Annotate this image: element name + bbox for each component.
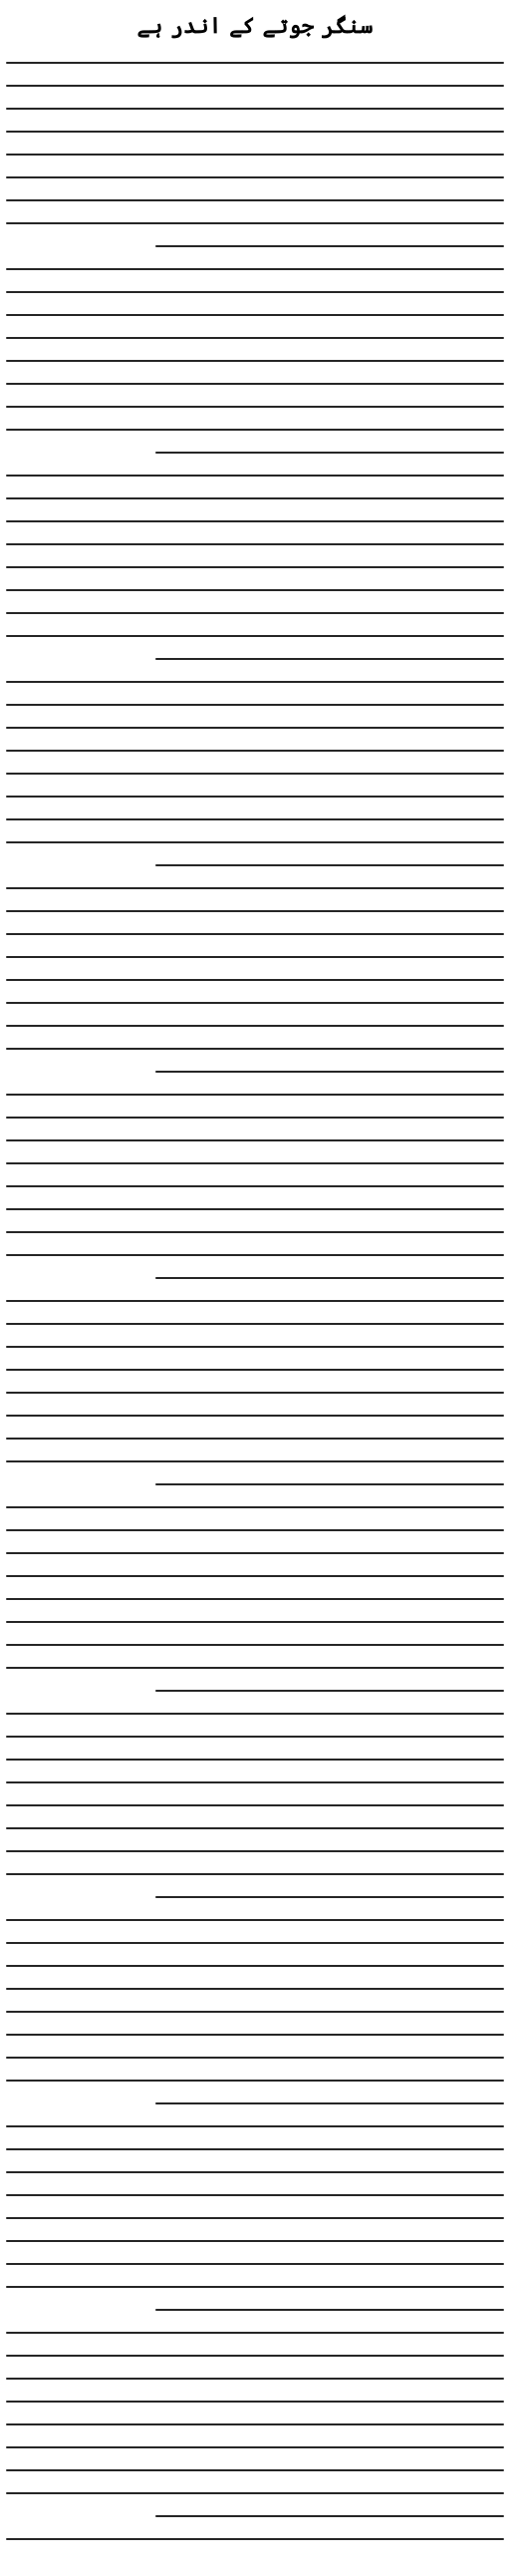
- text-line: [6, 1781, 504, 1783]
- text-line: [6, 1667, 504, 1669]
- text-line: [6, 2492, 504, 2494]
- text-line: [6, 131, 504, 133]
- text-line: [6, 1117, 504, 1119]
- text-line: [6, 2423, 504, 2425]
- text-line: [6, 176, 504, 178]
- text-line: [6, 1162, 504, 1164]
- text-line: [6, 1965, 504, 1967]
- text-line: [6, 1552, 504, 1554]
- text-line: [6, 1827, 504, 1829]
- text-line: [6, 1048, 504, 1050]
- text-line: [6, 1254, 504, 1256]
- text-line: [6, 750, 504, 752]
- text-line: [6, 2286, 504, 2288]
- text-line: [6, 360, 504, 362]
- text-line: [6, 1460, 504, 1462]
- text-line: [6, 1025, 504, 1027]
- text-line: [6, 979, 504, 981]
- text-line: [6, 520, 504, 522]
- text-line: [6, 681, 504, 683]
- text-line: [6, 1919, 504, 1921]
- column-title: سنگر جوتے کے اندر ہے: [136, 13, 374, 39]
- text-line: [6, 108, 504, 110]
- text-line: [6, 2217, 504, 2219]
- text-line: [6, 933, 504, 935]
- text-line: [6, 1598, 504, 1600]
- text-line: [6, 1621, 504, 1623]
- text-line: [6, 704, 504, 706]
- text-line: [6, 1759, 504, 1761]
- text-line: [6, 635, 504, 637]
- text-line: [6, 887, 504, 889]
- text-line: [6, 1713, 504, 1715]
- text-line: [6, 612, 504, 614]
- text-line: [6, 1438, 504, 1440]
- article-body: [6, 62, 504, 2564]
- text-line: [6, 589, 504, 591]
- text-line: [6, 2125, 504, 2127]
- text-line: [155, 1690, 504, 1692]
- text-line: [6, 2332, 504, 2334]
- text-line: [6, 2148, 504, 2150]
- text-line: [6, 910, 504, 912]
- text-line: [6, 1736, 504, 1738]
- text-line: [6, 1415, 504, 1417]
- text-line: [155, 1483, 504, 1485]
- text-line: [155, 1896, 504, 1898]
- text-line: [6, 2469, 504, 2471]
- text-line: [155, 1071, 504, 1073]
- text-line: [6, 497, 504, 499]
- text-line: [6, 1323, 504, 1325]
- text-line: [6, 475, 504, 477]
- text-line: [6, 291, 504, 293]
- text-line: [6, 337, 504, 339]
- text-line: [6, 85, 504, 87]
- text-line: [6, 2240, 504, 2242]
- text-line: [155, 864, 504, 866]
- text-line: [6, 2171, 504, 2173]
- text-line: [155, 452, 504, 454]
- text-line: [6, 1850, 504, 1852]
- text-line: [6, 1988, 504, 1990]
- text-line: [6, 1346, 504, 1348]
- text-line: [155, 2309, 504, 2311]
- text-line: [6, 773, 504, 775]
- text-line: [6, 1575, 504, 1577]
- text-line: [6, 1804, 504, 1806]
- text-line: [6, 1942, 504, 1944]
- text-line: [6, 1300, 504, 1302]
- text-line: [6, 62, 504, 64]
- text-line: [6, 2355, 504, 2357]
- text-line: [6, 1231, 504, 1233]
- text-line: [6, 429, 504, 431]
- text-line: [155, 245, 504, 247]
- text-line: [6, 1506, 504, 1508]
- text-line: [6, 796, 504, 798]
- text-line: [6, 1094, 504, 1096]
- text-line: [6, 2080, 504, 2082]
- text-line: [6, 154, 504, 156]
- text-line: [6, 956, 504, 958]
- text-line: [155, 2102, 504, 2104]
- text-line: [6, 818, 504, 820]
- text-line: [6, 1185, 504, 1187]
- text-line: [6, 841, 504, 843]
- text-line: [155, 2515, 504, 2517]
- text-line: [6, 2378, 504, 2380]
- text-line: [6, 1392, 504, 1394]
- text-line: [6, 1208, 504, 1210]
- text-line: [6, 199, 504, 201]
- text-line: [155, 1277, 504, 1279]
- text-line: [6, 2401, 504, 2403]
- text-line: [6, 1873, 504, 1875]
- text-line: [6, 566, 504, 568]
- text-line: [6, 1002, 504, 1004]
- text-line: [6, 2263, 504, 2265]
- text-line: [6, 2034, 504, 2036]
- text-line: [6, 543, 504, 545]
- text-line: [6, 383, 504, 385]
- text-line: [6, 1529, 504, 1531]
- text-line: [6, 2011, 504, 2013]
- text-line: [6, 2446, 504, 2448]
- text-line: [6, 2538, 504, 2540]
- text-line: [6, 222, 504, 224]
- text-line: [6, 2194, 504, 2196]
- text-line: [6, 1139, 504, 1141]
- text-line: [155, 658, 504, 660]
- text-line: [6, 268, 504, 270]
- text-line: [6, 1644, 504, 1646]
- text-line: [6, 406, 504, 408]
- text-line: [6, 314, 504, 316]
- text-line: [6, 727, 504, 729]
- text-line: [6, 2057, 504, 2059]
- text-line: [6, 1369, 504, 1371]
